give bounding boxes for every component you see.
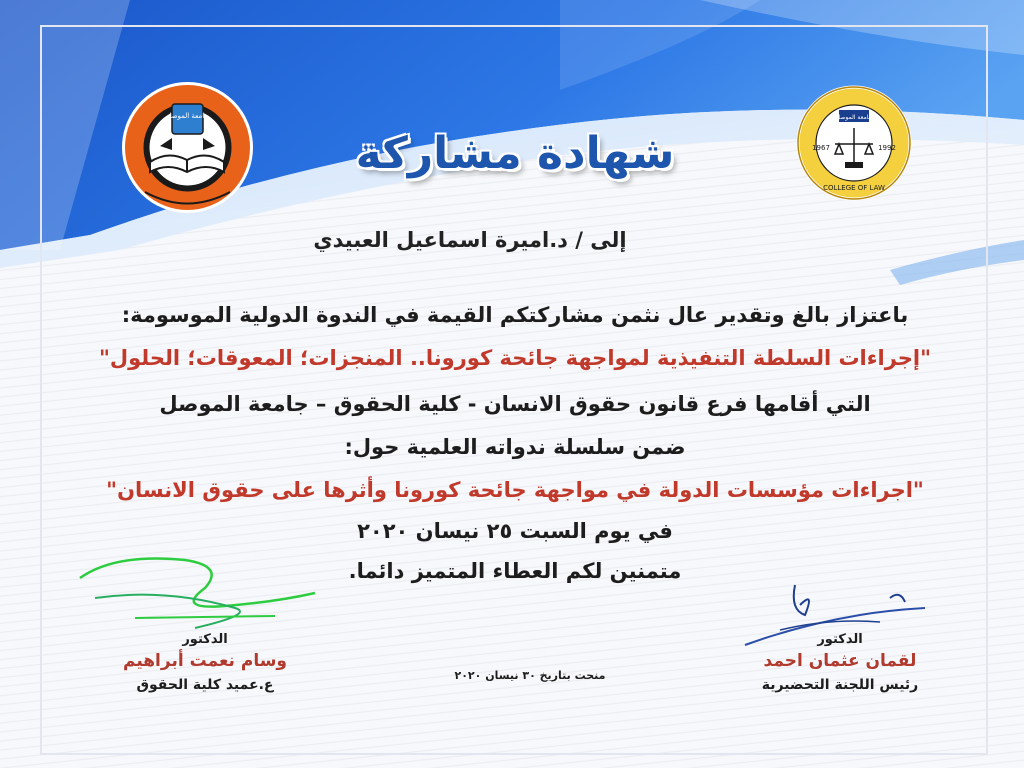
right-signer-name: لقمان عثمان احمد bbox=[763, 651, 917, 671]
body-line-intro: باعتزاز بالغ وتقدير عال نثمن مشاركتكم القيمة في الندوة الدولية الموسومة: bbox=[121, 303, 909, 327]
svg-text:1967: 1967 bbox=[812, 144, 830, 152]
svg-text:COLLEGE OF LAW: COLLEGE OF LAW bbox=[823, 184, 885, 192]
university-of-mosul-logo bbox=[120, 80, 255, 215]
left-signature-block bbox=[90, 632, 320, 693]
body-line-date: في يوم السبت ٢٥ نيسان ٢٠٢٠ bbox=[357, 519, 673, 543]
left-signer-position: ع.عميد كلية الحقوق bbox=[136, 677, 274, 693]
issue-date: منحت بتاريخ ٣٠ نيسان ٢٠٢٠ bbox=[454, 669, 606, 682]
recipient-line: إلى / د.اميرة اسماعيل العبيدي bbox=[313, 228, 627, 252]
body-line-series-title: "اجراءات مؤسسات الدولة في مواجهة جائحة كورونا وأثرها على حقوق الانسان" bbox=[106, 478, 924, 502]
certificate-title: شهادة مشاركة bbox=[355, 128, 675, 179]
body-line-series: ضمن سلسلة ندواته العلمية حول: bbox=[344, 435, 686, 459]
left-signer-name: وسام نعمت أبراهيم bbox=[122, 651, 287, 671]
body-line-seminar-title: "إجراءات السلطة التنفيذية لمواجهة جائحة كورونا.. المنجزات؛ المعوقات؛ الحلول" bbox=[98, 346, 932, 370]
seal-text: جامعة الموصل bbox=[166, 112, 209, 120]
left-signature bbox=[75, 548, 320, 643]
right-signer-position: رئيس اللجنة التحضيرية bbox=[761, 677, 919, 693]
left-signer-rank: الدكتور bbox=[182, 632, 228, 647]
body-line-closing: متمنين لكم العطاء المتميز دائما. bbox=[348, 559, 682, 583]
right-signer-rank: الدكتور bbox=[817, 632, 863, 647]
college-of-law-logo bbox=[795, 82, 913, 204]
right-signature-block bbox=[730, 632, 950, 693]
svg-text:جامعة الموصل: جامعة الموصل bbox=[835, 114, 873, 121]
svg-text:1992: 1992 bbox=[878, 144, 896, 152]
body-line-organizer: التي أقامها فرع قانون حقوق الانسان - كلية الحقوق – جامعة الموصل bbox=[159, 392, 871, 416]
